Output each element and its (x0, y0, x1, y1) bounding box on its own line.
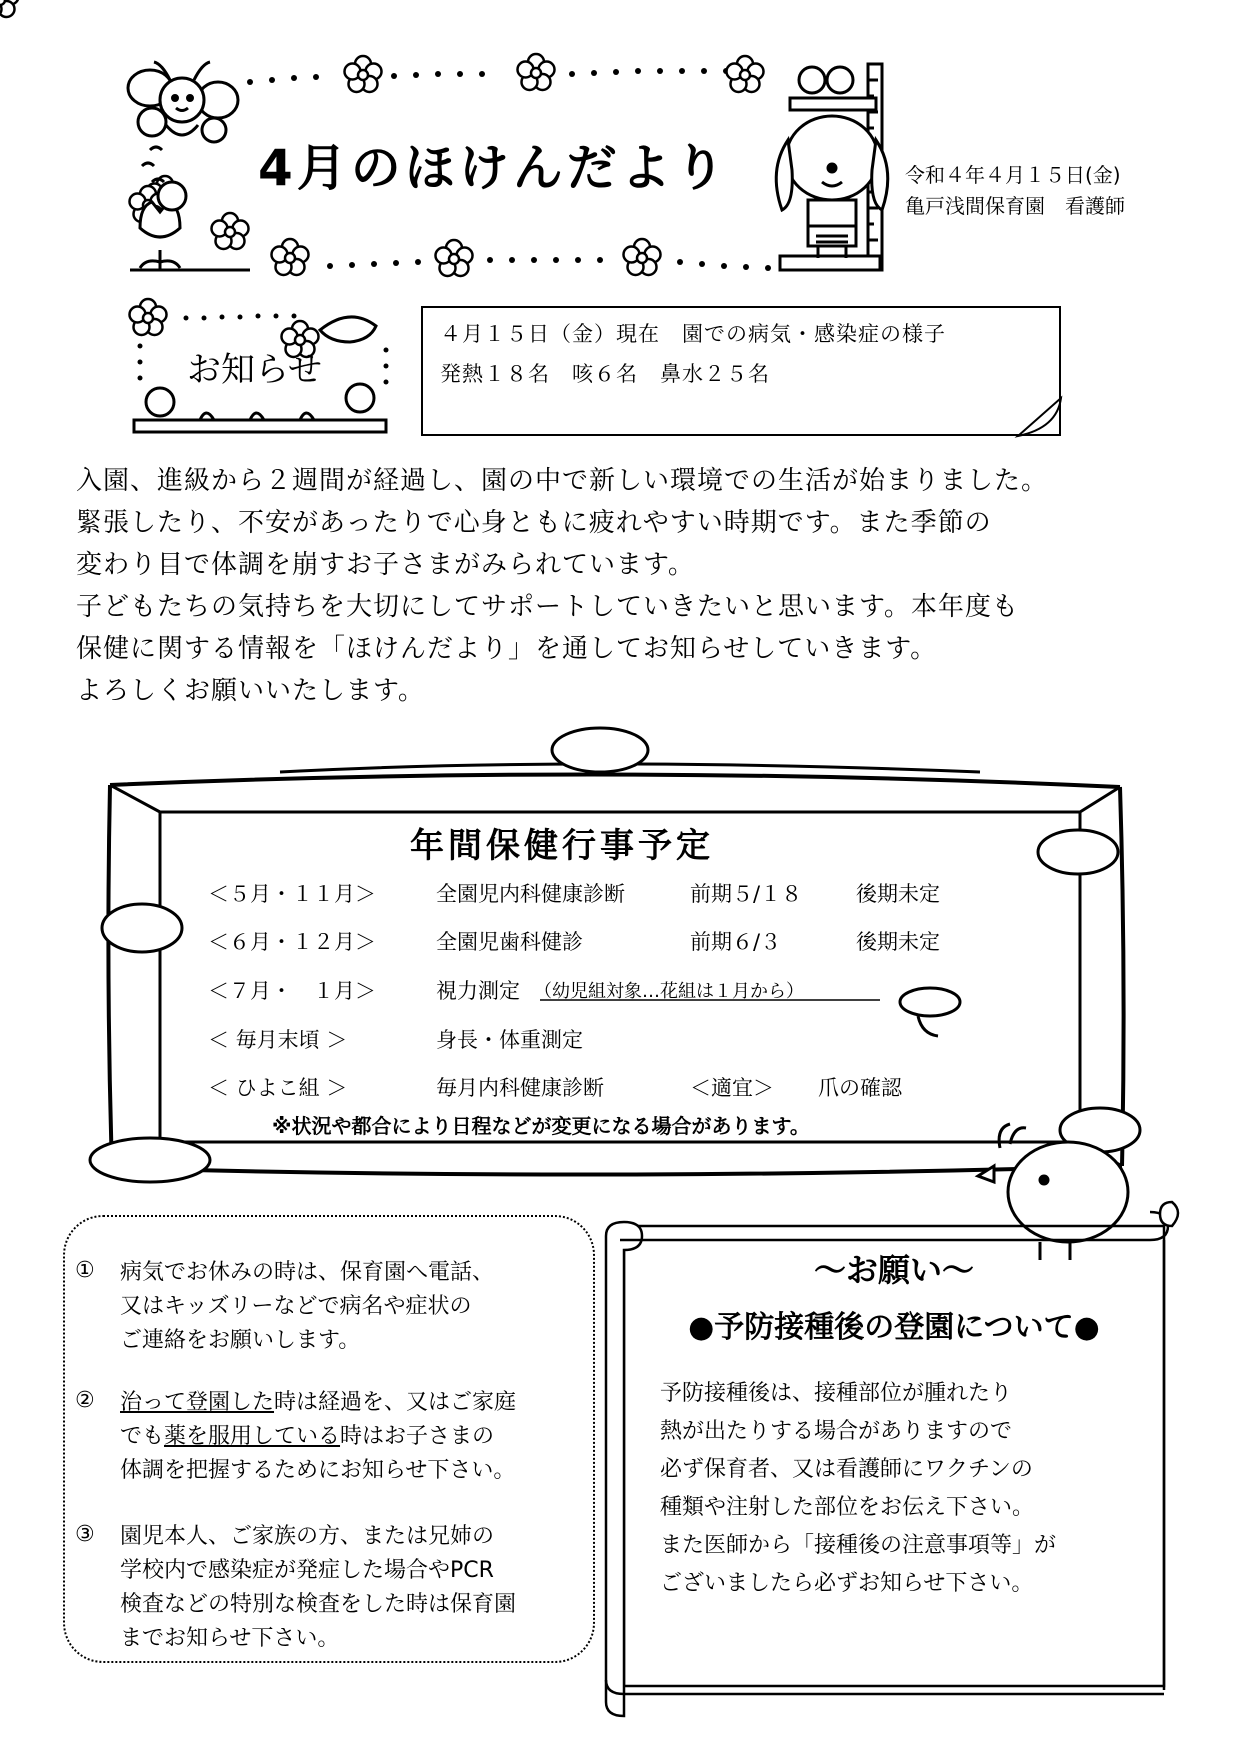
status-line-2: 発熱１８名 咳６名 鼻水２５名 (440, 362, 770, 386)
schedule-change-note: ※状況や都合により日程などが変更になる場合があります。 (272, 1114, 810, 1138)
notice-line: 学校内で感染症が発症した場合やPCR (120, 1558, 494, 1583)
request-line: 種類や注射した部位をお伝え下さい。 (660, 1495, 1035, 1520)
notice-line: ご連絡をお願いします。 (120, 1328, 361, 1353)
schedule-first: 前期５/１８ (690, 882, 803, 906)
schedule-extra-when: ＜適宜＞ (690, 1076, 774, 1100)
butterfly-girl-illustration (128, 62, 238, 182)
notice-line: までお知らせ下さい。 (120, 1626, 340, 1651)
schedule-note-inline: （幼児組対象…花組は１月から） (534, 981, 804, 1002)
intro-line: 子どもたちの気持ちを大切にしてサポートしていきたいと思います。本年度も (76, 592, 1019, 622)
notice-number: ② (75, 1388, 95, 1413)
intro-line: 保健に関する情報を「ほけんだより」を通してお知らせしていきます。 (76, 634, 938, 664)
notice-text: 時はお子さまの (340, 1424, 495, 1449)
intro-paragraph (76, 460, 1048, 712)
notice-item-1 (120, 1256, 494, 1358)
schedule-when: ＜６月・１２月＞ (208, 930, 376, 954)
notice-label: お知らせ (187, 350, 322, 390)
issue-date: 令和４年４月１５日(金) (905, 163, 1121, 187)
schedule-what: 毎月内科健康診断 (436, 1076, 604, 1100)
notice-item-3 (120, 1520, 516, 1656)
intro-line: 変わり目で体調を崩すお子さまがみられています。 (76, 550, 695, 580)
schedule-when: ＜ 毎月末頃 ＞ (208, 1028, 348, 1052)
notice-text: でも (120, 1424, 165, 1449)
request-line: 熱が出たりする場合がありますので (660, 1419, 1013, 1444)
notice-line: 病気でお休みの時は、保育園へ電話、 (120, 1260, 495, 1285)
underlined-phrase: 治って登園した (120, 1390, 275, 1415)
notice-number: ① (75, 1258, 95, 1283)
request-subtitle: ●予防接種後の登園について● (688, 1310, 1100, 1345)
schedule-second: 後期未定 (856, 882, 940, 906)
schedule-when: ＜７月・ １月＞ (208, 979, 376, 1003)
notice-line: 又はキッズリーなどで病名や症状の (120, 1294, 472, 1319)
schedule-when: ＜５月・１１月＞ (208, 882, 376, 906)
request-title: ～お願い～ (813, 1251, 974, 1289)
intro-line: 入園、進級から２週間が経過し、園の中で新しい環境での生活が始まりました。 (76, 466, 1049, 496)
header-meta (905, 160, 1125, 222)
request-line: 予防接種後は、接種部位が腫れたり (660, 1381, 1013, 1406)
schedule-what: 身長・体重測定 (436, 1028, 583, 1052)
page-title: 4月のほけんだより (258, 139, 729, 197)
request-line: ございましたら必ずお知らせ下さい。 (660, 1571, 1034, 1596)
schedule-title: 年間保健行事予定 (410, 826, 714, 866)
status-line-1: ４月１５日（金）現在 園での病気・感染症の様子 (440, 322, 946, 346)
schedule-first: 前期６/３ (690, 930, 782, 954)
schedule-what: 全園児歯科健診 (436, 930, 583, 954)
intro-line: 緊張したり、不安があったりで心身ともに疲れやすい時期です。また季節の (76, 508, 992, 538)
schedule-second: 後期未定 (856, 930, 940, 954)
notice-item-2 (120, 1386, 516, 1488)
notice-line: 検査などの特別な検査をした時は保育園 (120, 1592, 517, 1617)
request-body (660, 1375, 1056, 1603)
notice-text: 時は経過を、又はご家庭 (274, 1390, 517, 1415)
author: 亀戸浅間保育園 看護師 (905, 194, 1125, 218)
schedule-extra-what: 爪の確認 (818, 1076, 902, 1100)
schedule-when: ＜ ひよこ組 ＞ (208, 1076, 348, 1100)
notice-line: 体調を把握するためにお知らせ下さい。 (120, 1458, 516, 1483)
schedule-what: 視力測定 (436, 979, 520, 1003)
underlined-phrase: 薬を服用している (164, 1424, 341, 1449)
request-line: また医師から「接種後の注意事項等」が (660, 1533, 1057, 1558)
doll-with-height-chart-illustration (776, 64, 888, 270)
schedule-what: 全園児内科健康診断 (436, 882, 625, 906)
notice-line: 園児本人、ご家族の方、または兄姉の (120, 1524, 495, 1549)
notice-number: ③ (75, 1522, 95, 1547)
request-line: 必ず保育者、又は看護師にワクチンの (660, 1457, 1033, 1482)
intro-line: よろしくお願いいたします。 (76, 676, 425, 706)
